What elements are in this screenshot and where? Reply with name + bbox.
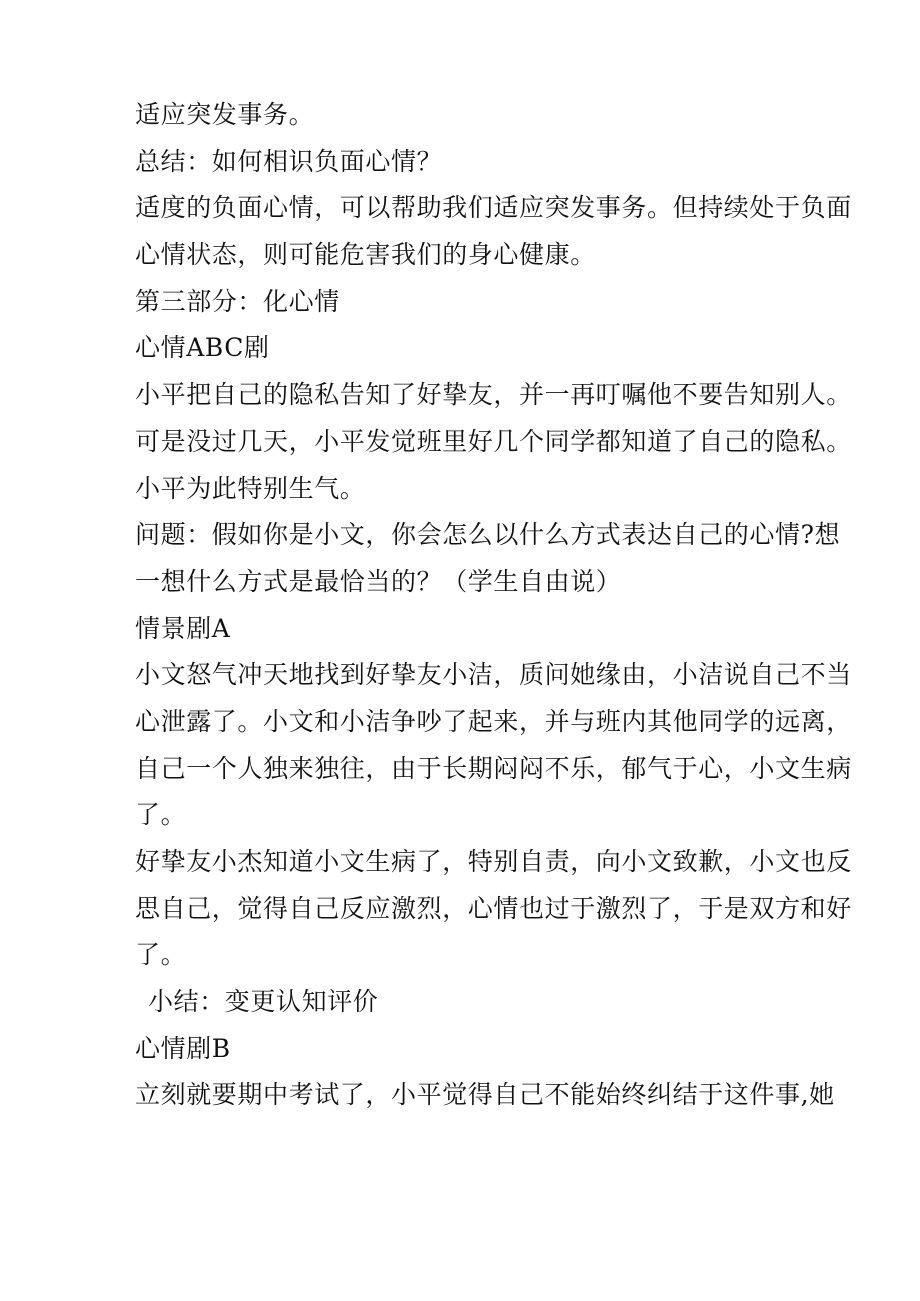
text-line: 自己一个人独来独往，由于长期闷闷不乐，郁气于心，小文生病 — [135, 753, 852, 783]
summary-heading: 总结：如何相识负面心情？ — [135, 146, 443, 176]
summary-line: 小结：变更认知评价 — [148, 987, 379, 1017]
text-line: 适度的负面心情，可以帮助我们适应突发事务。但持续处于负面 — [135, 193, 852, 223]
document-body — [135, 92, 852, 1119]
question-line: 问题：假如你是小文，你会怎么以什么方式表达自己的心情?想 — [135, 520, 841, 550]
subsection-heading: 情景剧A — [135, 613, 231, 643]
text-line: 小文怒气冲天地找到好挚友小洁，质问她缘由，小洁说自己不当 — [135, 660, 852, 690]
text-line: 了。 — [135, 800, 187, 830]
text-line: 小平为此特别生气。 — [135, 473, 366, 503]
subsection-heading: 心情ABC剧 — [135, 333, 270, 363]
text-line: 了。 — [135, 940, 187, 970]
text-line: 可是没过几天，小平发觉班里好几个同学都知道了自己的隐私。 — [135, 426, 852, 456]
text-line: 小平把自己的隐私告知了好挚友，并一再叮嘱他不要告知别人。 — [135, 380, 852, 410]
text-line: 心情状态，则可能危害我们的身心健康。 — [135, 240, 596, 270]
subsection-heading: 心情剧B — [135, 1033, 231, 1063]
section-heading: 第三部分：化心情 — [135, 286, 340, 316]
question-line: 一想什么方式是最恰当的？（学生自由说） — [135, 566, 622, 596]
text-line: 心泄露了。小文和小洁争吵了起来，并与班内其他同学的远离， — [135, 706, 852, 736]
text-line: 适应突发事务。 — [135, 100, 315, 129]
text-line: 思自己，觉得自己反应激烈，心情也过于激烈了，于是双方和好 — [135, 893, 852, 923]
text-line: 好挚友小杰知道小文生病了，特别自责，向小文致歉，小文也反 — [135, 847, 852, 876]
text-line: 立刻就要期中考试了，小平觉得自己不能始终纠结于这件事,她 — [135, 1080, 835, 1110]
